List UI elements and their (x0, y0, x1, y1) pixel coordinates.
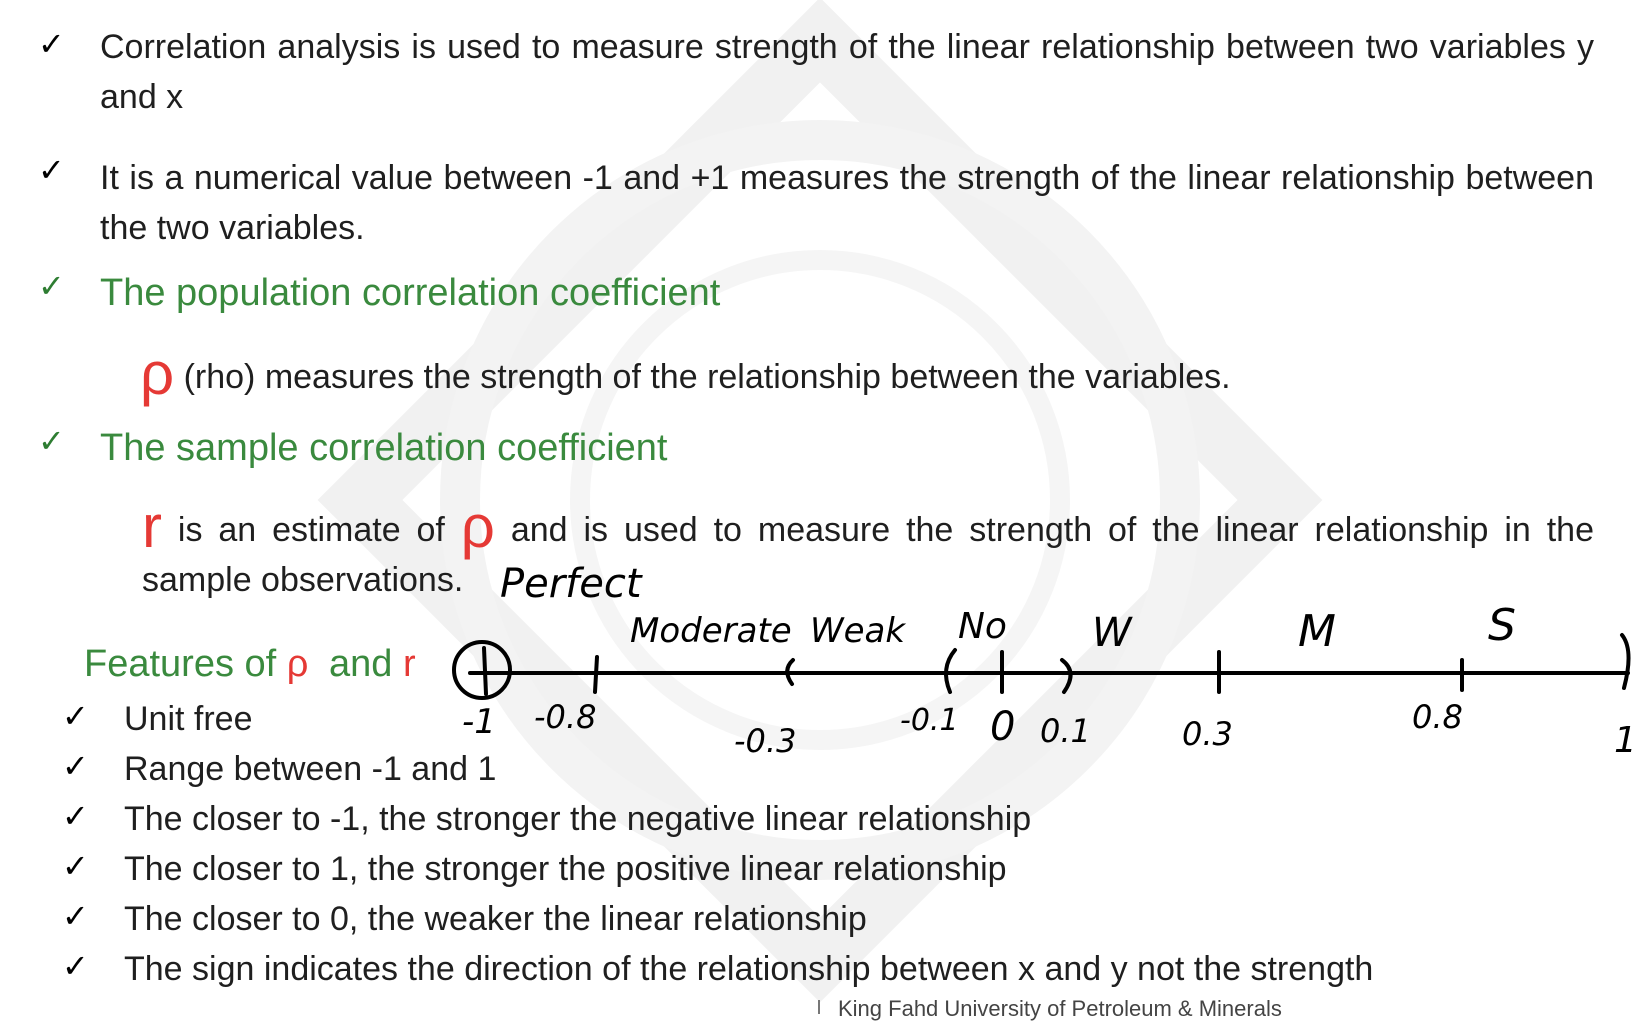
rho-definition-text: (rho) measures the strength of the relationship between the variables. (183, 358, 1231, 396)
feature-item: Range between -1 and 1 (124, 750, 497, 788)
label-moderate: Moderate (630, 611, 792, 651)
label-perfect: Perfect (500, 561, 642, 607)
footer-text: King Fahd University of Petroleum & Minerals (838, 996, 1282, 1021)
tick-label: 0 (990, 704, 1016, 750)
perfect-circle (454, 642, 510, 698)
sample-heading: The sample correlation coefficient (100, 427, 668, 469)
check-icon: ✓ (38, 422, 65, 460)
label-s: S (1488, 600, 1516, 651)
tick-label: 0.3 (1182, 715, 1233, 753)
tick-label: 0.1 (1040, 712, 1091, 750)
check-icon: ✓ (62, 697, 89, 735)
tick-label: 0.8 (1412, 698, 1463, 736)
footer-divider (818, 1000, 820, 1014)
feature-item: The closer to -1, the stronger the negative linear relationship (124, 800, 1032, 838)
features-title-prefix: Features of (84, 643, 277, 685)
tick-mark (1062, 660, 1071, 692)
label-weak: Weak (810, 611, 906, 651)
check-icon: ✓ (62, 947, 89, 985)
r-definition-text-2: and is used to measure the strength of the linear relationship in the sample observations. (142, 511, 1594, 599)
label-w: W (1092, 610, 1132, 656)
check-icon: ✓ (62, 897, 89, 935)
population-heading: The population correlation coefficient (100, 272, 721, 314)
tick-label: 1 (1614, 720, 1637, 761)
feature-item: The closer to 1, the stronger the positive linear relationship (124, 850, 1007, 888)
tick-label: -0.1 (900, 703, 959, 738)
tick-label: -1 (462, 702, 496, 742)
arrow-head (1622, 635, 1629, 688)
check-icon: ✓ (38, 151, 65, 189)
check-icon: ✓ (62, 747, 89, 785)
rho-symbol: ρ (460, 493, 495, 560)
label-m: M (1298, 606, 1336, 657)
check-icon: ✓ (62, 797, 89, 835)
feature-item: The sign indicates the direction of the relationship between x and y not the strength (124, 950, 1374, 988)
features-r: r (402, 643, 416, 685)
tick-mark (484, 648, 486, 694)
check-icon: ✓ (38, 25, 65, 63)
rho-symbol: ρ (140, 340, 175, 407)
tick-label: -0.3 (734, 722, 797, 760)
r-definition-text-1: is an estimate of (177, 511, 445, 549)
bullet-correlation-analysis: Correlation analysis is used to measure strength of the linear relationship between two variables y and x (100, 28, 1594, 116)
tick-label: -0.8 (534, 698, 597, 736)
features-rho: ρ (286, 643, 309, 685)
check-icon: ✓ (38, 267, 65, 305)
label-no: No (958, 606, 1007, 647)
bullet-numerical-value: It is a numerical value between -1 and +1 measures the strength of the linear relationship between the two variables. (100, 159, 1594, 247)
check-icon: ✓ (62, 847, 89, 885)
r-symbol: r (142, 493, 162, 560)
features-and: and (328, 643, 393, 685)
tick-mark (595, 657, 597, 692)
feature-item: The closer to 0, the weaker the linear relationship (124, 900, 867, 938)
feature-item: Unit free (124, 700, 253, 738)
